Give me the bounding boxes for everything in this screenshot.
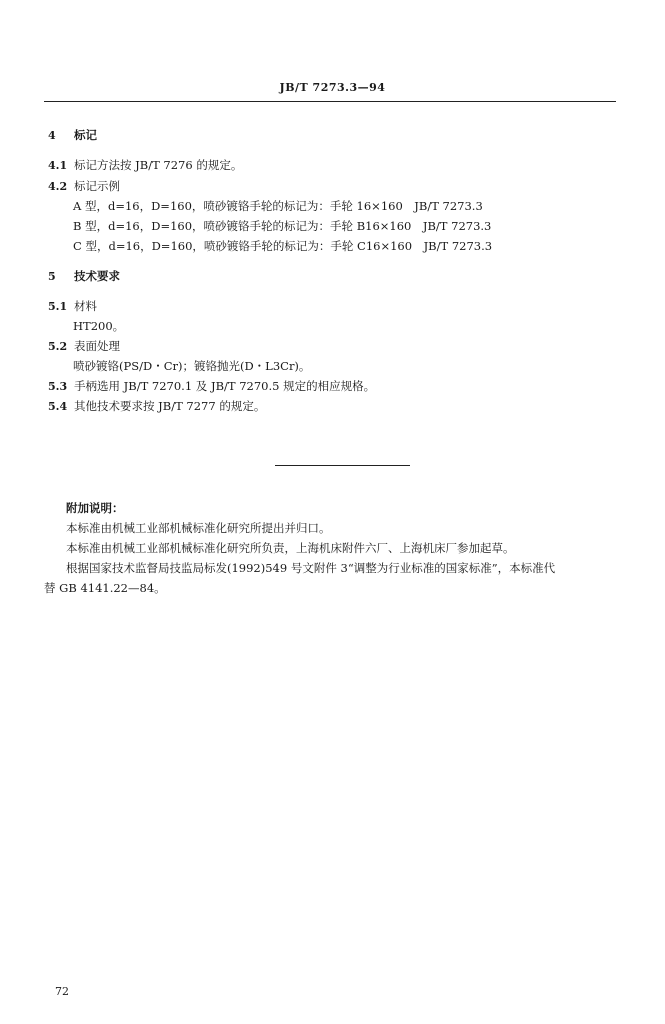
section-5-heading bbox=[48, 268, 120, 284]
clause-5-3 bbox=[48, 378, 375, 394]
clause-number: 4.2 bbox=[48, 180, 68, 193]
example-c: C 型，d=16，D=160，喷砂镀铬手轮的标记为：手轮 C16×160 JB/T 7273.3 bbox=[73, 239, 493, 253]
header-rule bbox=[44, 101, 616, 102]
clause-number: 5.1 bbox=[48, 300, 68, 313]
clause-5-2 bbox=[48, 338, 120, 354]
clause-number: 5.2 bbox=[48, 340, 68, 353]
notes-line-4: 替 GB 4141.22—84。 bbox=[44, 581, 166, 595]
clause-number: 5.4 bbox=[48, 400, 68, 413]
page-number: 72 bbox=[55, 985, 69, 998]
section-end-rule bbox=[275, 465, 410, 466]
clause-4-1 bbox=[48, 157, 242, 173]
notes-title: 附加说明： bbox=[66, 501, 124, 515]
section-title: 技术要求 bbox=[74, 269, 120, 283]
section-4-heading bbox=[48, 127, 97, 143]
clause-4-2 bbox=[48, 178, 120, 194]
clause-5-4 bbox=[48, 398, 265, 414]
clause-title: 表面处理 bbox=[74, 339, 120, 353]
clause-5-1-body: HT200。 bbox=[73, 319, 125, 333]
example-a: A 型，d=16，D=160，喷砂镀铬手轮的标记为：手轮 16×160 JB/T 7273.3 bbox=[73, 199, 483, 213]
clause-number: 5.3 bbox=[48, 380, 68, 393]
clause-text: 标记方法按 JB/T 7276 的规定。 bbox=[74, 158, 243, 172]
notes-line-3: 根据国家技术监督局技监局标发(1992)549 号文附件 3“调整为行业标准的国家标准”，本标准代 bbox=[66, 561, 556, 575]
clause-5-1 bbox=[48, 298, 97, 314]
clause-title: 标记示例 bbox=[74, 179, 120, 193]
clause-5-2-body: 喷砂镀铬(PS/D・Cr)；镀铬抛光(D・L3Cr)。 bbox=[73, 359, 311, 373]
clause-number: 4.1 bbox=[48, 159, 68, 172]
example-b: B 型，d=16，D=160，喷砂镀铬手轮的标记为：手轮 B16×160 JB/T 7273.3 bbox=[73, 219, 492, 233]
standard-number-header: JB/T 7273.3—94 bbox=[279, 81, 386, 94]
section-number: 5 bbox=[48, 270, 56, 283]
clause-title: 材料 bbox=[74, 299, 97, 313]
section-title: 标记 bbox=[74, 128, 97, 142]
clause-text: 其他技术要求按 JB/T 7277 的规定。 bbox=[74, 399, 266, 413]
section-number: 4 bbox=[48, 129, 56, 142]
clause-text: 手柄选用 JB/T 7270.1 及 JB/T 7270.5 规定的相应规格。 bbox=[74, 379, 376, 393]
notes-line-2: 本标准由机械工业部机械标准化研究所负责，上海机床附件六厂、上海机床厂参加起草。 bbox=[66, 541, 515, 555]
notes-line-1: 本标准由机械工业部机械标准化研究所提出并归口。 bbox=[66, 521, 331, 535]
